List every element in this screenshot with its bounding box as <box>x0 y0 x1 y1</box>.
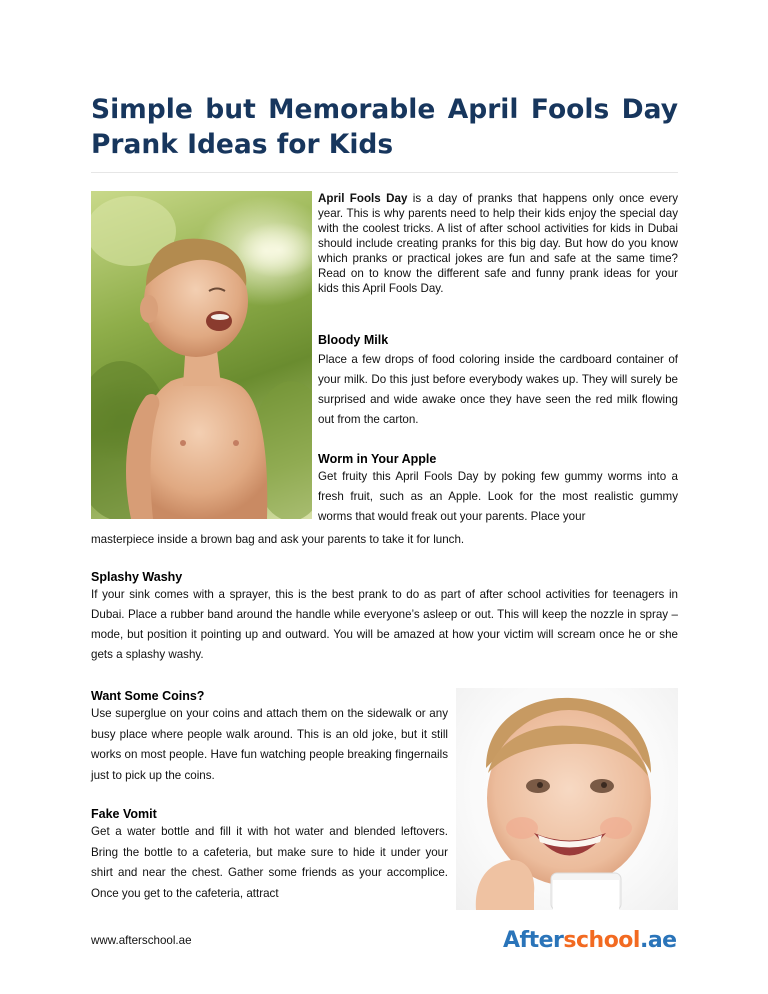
worm-body-full: masterpiece inside a brown bag and ask your parents to take it for lunch. <box>91 533 465 546</box>
section-bloody-milk <box>318 333 678 430</box>
intro-lead: April Fools Day <box>318 192 408 205</box>
boy-laughing-photo <box>91 191 312 519</box>
afterschool-logo <box>503 928 677 954</box>
footer-url[interactable]: www.afterschool.ae <box>91 934 192 947</box>
splashy-body: If your sink comes with a sprayer, this is the best prank to do as part of after school activities for teenagers in Dubai. Place a rubber band around the handle while everyone’s asleep or out. This will keep the nozzle in spray – mode, but position it pointing up and outward. You will be amazed at how your victim will scream once he or she gets a splashy washy. <box>91 588 678 661</box>
section-splashy <box>91 570 678 665</box>
intro-paragraph <box>318 191 678 296</box>
logo-part-school: school <box>563 928 640 953</box>
section-vomit <box>91 807 448 904</box>
section-coins <box>91 689 448 786</box>
child-milk-photo <box>456 688 678 910</box>
logo-part-after: After <box>503 928 564 953</box>
title-divider <box>91 172 678 173</box>
splashy-heading: Splashy Washy <box>91 570 183 584</box>
intro-text: is a day of pranks that happens only once every year. This is why parents need to help their kids enjoy the special day with the coolest tricks. A list of after school activities for kids in Dubai should include creating pranks for this big day. But how do you know which pranks or practical jokes are fun and safe at the same time? Read on to know the different safe and funny prank ideas for your kids this April Fools Day. <box>318 192 678 295</box>
page-title: Simple but Memorable April Fools Day Prank Ideas for Kids <box>91 94 678 160</box>
worm-continued <box>91 532 678 547</box>
vomit-heading: Fake Vomit <box>91 807 157 821</box>
logo-part-ae: .ae <box>639 928 677 953</box>
section-worm <box>318 452 678 527</box>
bloody-milk-heading: Bloody Milk <box>318 333 389 347</box>
coins-heading: Want Some Coins? <box>91 689 205 703</box>
coins-body: Use superglue on your coins and attach them on the sidewalk or any busy place where people walk around. This is an old joke, but it still works on most people. Have fun watching people breaking fingernails just to pick up the coins. <box>91 707 448 782</box>
bloody-milk-body: Place a few drops of food coloring inside the cardboard container of your milk. Do this just before everybody wakes up. They will surely be surprised and wide awake once they have seen the red milk flowing out from the carton. <box>318 353 678 426</box>
vomit-body: Get a water bottle and fill it with hot water and blended leftovers. Bring the bottle to a cafeteria, but make sure to hide it under your shirt and near the chest. Gather some friends as your accomplice. Once you get to the cafeteria, attract <box>91 825 448 900</box>
worm-body-wrapped: Get fruity this April Fools Day by poking few gummy worms into a fresh fruit, such as an Apple. Look for the most realistic gummy worms that would freak out your parents. Place your <box>318 470 678 523</box>
worm-heading: Worm in Your Apple <box>318 452 437 466</box>
